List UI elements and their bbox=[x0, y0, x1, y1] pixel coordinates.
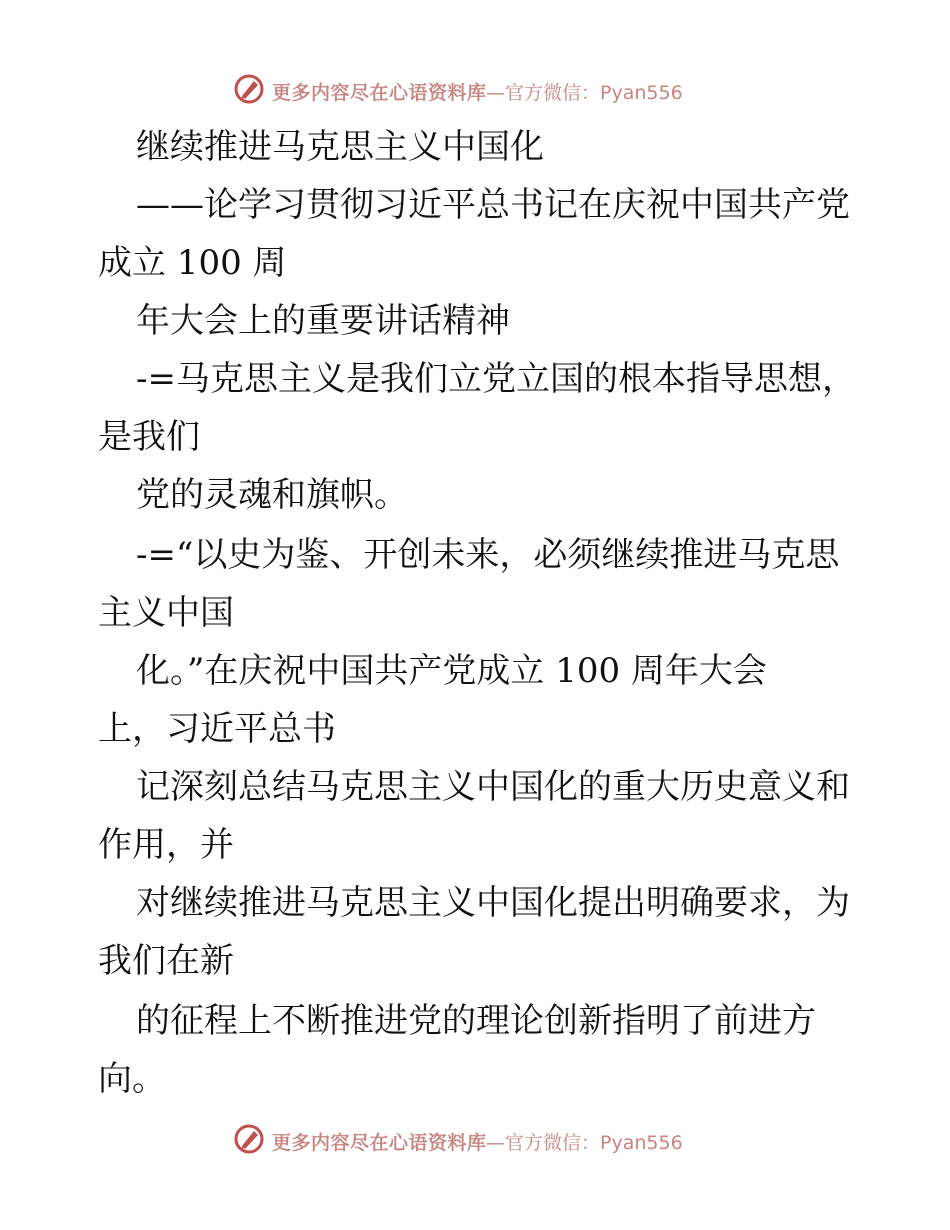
paragraph-line: 是我们 bbox=[98, 417, 200, 457]
paragraph-line: 的征程上不断推进党的理论创新指明了前进方 bbox=[136, 1001, 816, 1041]
paragraph-line: 化。”在庆祝中国共产党成立 100 周年大会 bbox=[136, 651, 767, 691]
header-watermark-banner bbox=[0, 70, 950, 110]
paragraph-line: 向。 bbox=[98, 1059, 166, 1099]
paragraph-line: 我们在新 bbox=[98, 941, 234, 981]
paragraph-line: 对继续推进马克思主义中国化提出明确要求，为 bbox=[136, 883, 850, 923]
document-subtitle-line: 成立 100 周 bbox=[98, 243, 287, 283]
watermark-text: 更多内容尽在心语资料库 bbox=[272, 1132, 487, 1154]
watermark-contact: —官方微信：Pyan556 bbox=[486, 82, 683, 104]
watermark-text: 更多内容尽在心语资料库 bbox=[272, 82, 487, 104]
paragraph-line: 主义中国 bbox=[98, 593, 234, 633]
pen-nib-logo-icon bbox=[232, 72, 266, 106]
paragraph-line: 党的灵魂和旗帜。 bbox=[136, 475, 408, 515]
paragraph-line: 作用，并 bbox=[98, 825, 234, 865]
document-subtitle-line: 年大会上的重要讲话精神 bbox=[136, 301, 510, 341]
paragraph-line: -=马克思主义是我们立党立国的根本指导思想， bbox=[136, 359, 856, 399]
footer-watermark-banner bbox=[0, 1120, 950, 1160]
paragraph-line: -=“以史为鉴、开创未来，必须继续推进马克思 bbox=[136, 535, 840, 575]
paragraph-line: 上，习近平总书 bbox=[98, 709, 336, 749]
watermark-contact: —官方微信：Pyan556 bbox=[486, 1132, 683, 1154]
document-subtitle-line: ——论学习贯彻习近平总书记在庆祝中国共产党 bbox=[136, 185, 850, 225]
paragraph-line: 记深刻总结马克思主义中国化的重大历史意义和 bbox=[136, 767, 850, 807]
document-title: 继续推进马克思主义中国化 bbox=[136, 127, 544, 167]
pen-nib-logo-icon bbox=[232, 1122, 266, 1156]
